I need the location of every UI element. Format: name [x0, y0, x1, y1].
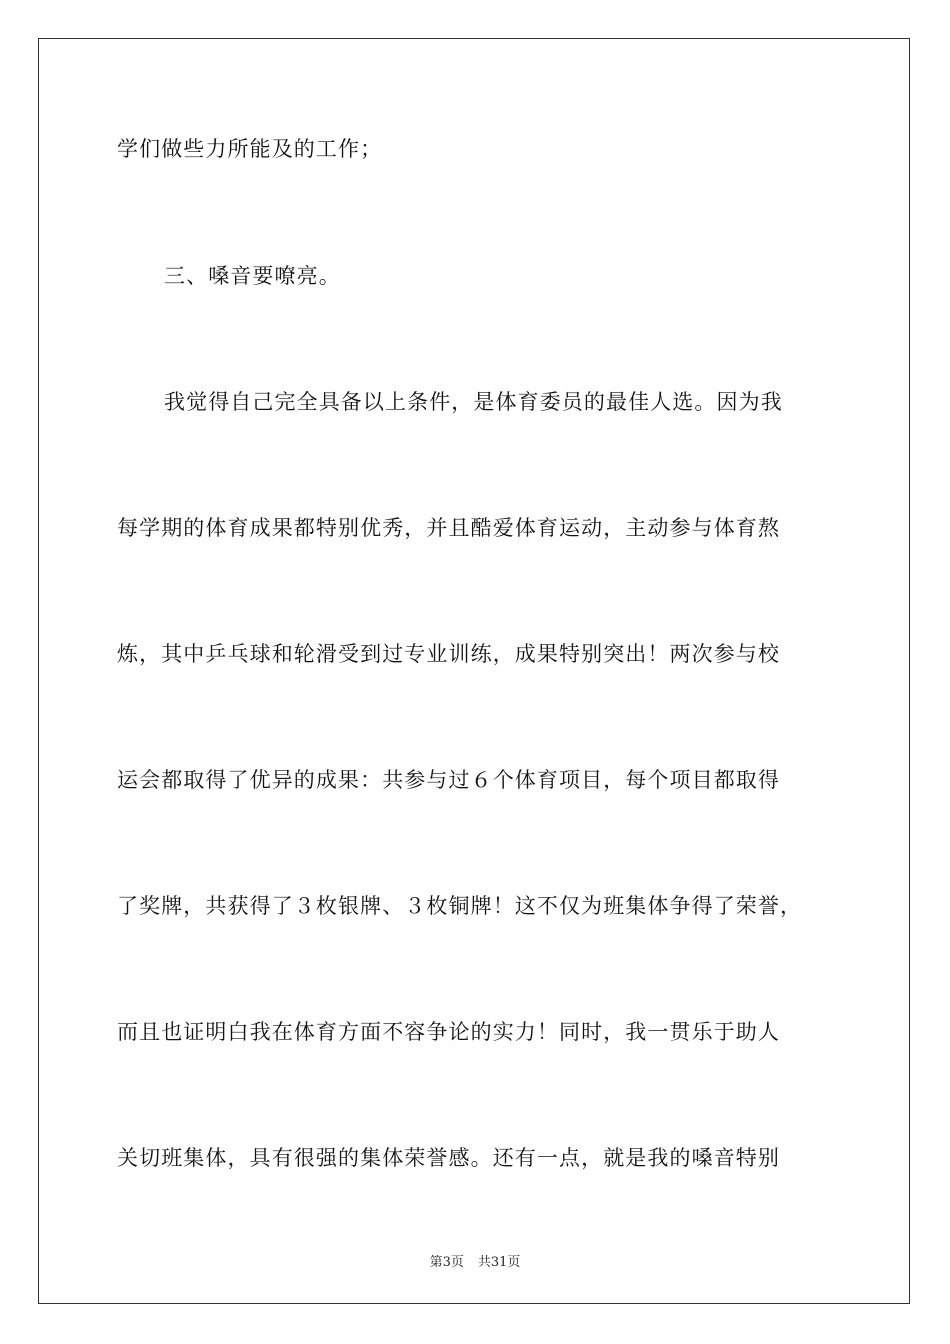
text-line-9: 关切班集体，具有很强的集体荣誉感。还有一点，就是我的嗓音特别 [117, 1146, 780, 1170]
text-line-1: 学们做些力所能及的工作； [117, 137, 383, 161]
text-line-3: 我觉得自己完全具备以上条件，是体育委员的最佳人选。因为我 [164, 390, 783, 414]
text-line-5: 炼，其中乒乓球和轮滑受到过专业训练，成果特别突出！两次参与校 [117, 642, 780, 666]
text-line-6: 运会都取得了优异的成果：共参与过６个体育项目，每个项目都取得 [117, 768, 780, 792]
page-number: 第3页 [429, 1255, 464, 1270]
text-line-7: 了奖牌，共获得了３枚银牌、３枚铜牌！这不仅为班集体争得了荣誉， [117, 894, 803, 918]
text-line-4: 每学期的体育成果都特别优秀，并且酷爱体育运动，主动参与体育熬 [117, 516, 780, 540]
total-pages: 共31页 [477, 1255, 521, 1270]
page-border [38, 38, 910, 1304]
text-line-2: 三、嗓音要嘹亮。 [164, 264, 341, 288]
text-line-8: 而且也证明白我在体育方面不容争论的实力！同时，我一贯乐于助人 [117, 1020, 780, 1044]
page-footer [0, 1251, 950, 1270]
